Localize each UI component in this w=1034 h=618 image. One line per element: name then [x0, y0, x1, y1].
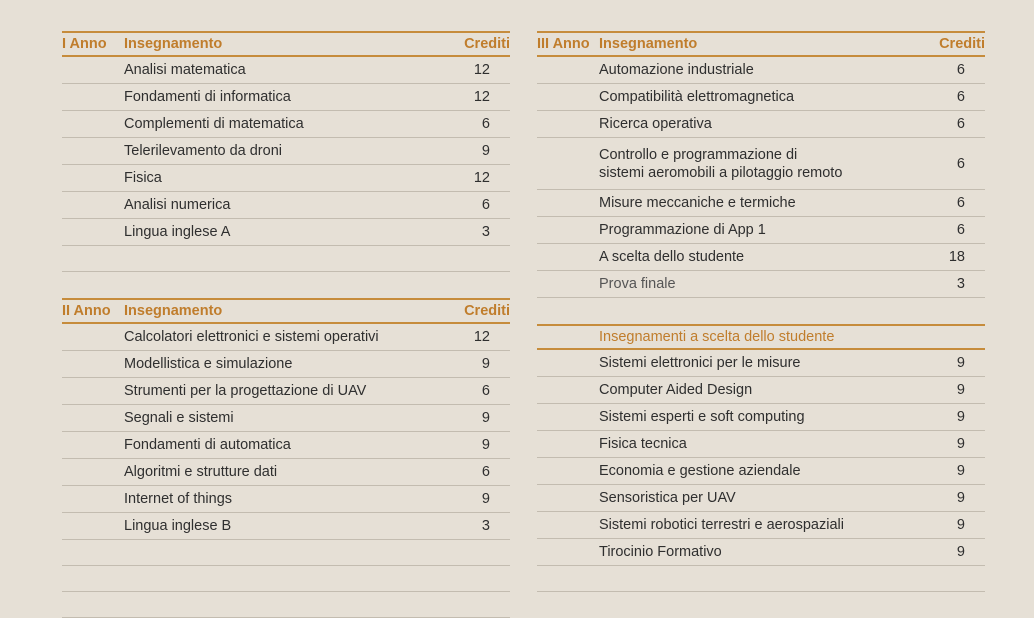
section-spacer [537, 298, 985, 324]
course-credits: 3 [481, 224, 490, 240]
course-credits: 9 [481, 410, 490, 426]
table-row [62, 405, 510, 432]
course-credits: 12 [473, 89, 490, 105]
table-row [537, 138, 985, 190]
empty-row [537, 566, 985, 592]
course-credits: 6 [956, 222, 965, 238]
empty-row [62, 566, 510, 592]
course-credits: 9 [956, 409, 965, 425]
table-row [537, 377, 985, 404]
year2-credits-header: Crediti [464, 303, 510, 319]
table-row [537, 57, 985, 84]
course-name: Lingua inglese A [124, 224, 231, 240]
table-row [62, 219, 510, 246]
table-row [62, 84, 510, 111]
course-credits: 9 [956, 544, 965, 560]
course-credits: 6 [481, 197, 490, 213]
course-name: Programmazione di App 1 [599, 222, 766, 238]
course-credits: 9 [481, 356, 490, 372]
course-credits: 9 [956, 382, 965, 398]
course-name: Calcolatori elettronici e sistemi operativi [124, 329, 379, 345]
course-name: Tirocinio Formativo [599, 544, 722, 560]
table-row [537, 84, 985, 111]
course-name: Analisi matematica [124, 62, 246, 78]
course-credits: 3 [956, 276, 965, 292]
table-row [62, 513, 510, 540]
course-credits: 6 [481, 464, 490, 480]
course-credits: 6 [481, 383, 490, 399]
course-name: Segnali e sistemi [124, 410, 234, 426]
course-credits: 12 [473, 62, 490, 78]
year1-header [62, 31, 510, 57]
course-name: Complementi di matematica [124, 116, 304, 132]
table-row [537, 350, 985, 377]
course-name: Prova finale [599, 276, 676, 292]
course-name: Internet of things [124, 491, 233, 507]
year1-credits-header: Crediti [464, 36, 510, 52]
course-name: Telerilevamento da droni [124, 143, 282, 159]
course-name: Modellistica e simulazione [124, 356, 293, 372]
course-credits: 9 [956, 490, 965, 506]
year2-label: II Anno [62, 303, 111, 319]
table-row [62, 138, 510, 165]
table-row [537, 485, 985, 512]
course-credits: 6 [956, 62, 965, 78]
year3-subject-header: Insegnamento [599, 36, 698, 52]
course-name: Fondamenti di automatica [124, 437, 291, 453]
course-name: Fondamenti di informatica [124, 89, 291, 105]
year1-label: I Anno [62, 36, 107, 52]
course-name: A scelta dello studente [599, 249, 745, 265]
table-row [62, 486, 510, 513]
electives-header [537, 324, 985, 350]
table-row [537, 512, 985, 539]
course-name: Analisi numerica [124, 197, 231, 213]
table-row [537, 217, 985, 244]
course-name: Sensoristica per UAV [599, 490, 736, 506]
course-credits: 18 [948, 249, 965, 265]
year1-subject-header: Insegnamento [124, 36, 223, 52]
year2-subject-header: Insegnamento [124, 303, 223, 319]
year3-header [537, 31, 985, 57]
year3-table [537, 57, 985, 298]
table-row [537, 244, 985, 271]
electives-title: Insegnamenti a scelta dello studente [599, 329, 835, 345]
table-row [62, 192, 510, 219]
table-row [62, 351, 510, 378]
course-credits: 6 [956, 195, 965, 211]
course-name: Controllo e programmazione di sistemi aeromobili a pilotaggio remoto [599, 146, 843, 181]
table-row [62, 111, 510, 138]
course-name: Sistemi robotici terrestri e aerospaziali [599, 517, 844, 533]
table-row [537, 271, 985, 298]
course-credits: 9 [481, 143, 490, 159]
year2-table [62, 324, 510, 618]
right-column [537, 31, 985, 592]
table-row [537, 539, 985, 566]
table-row [62, 378, 510, 405]
course-credits: 12 [473, 170, 490, 186]
table-row [62, 57, 510, 84]
course-name: Automazione industriale [599, 62, 754, 78]
course-name: Algoritmi e strutture dati [124, 464, 278, 480]
course-credits: 9 [956, 517, 965, 533]
table-row [62, 324, 510, 351]
course-name: Fisica tecnica [599, 436, 687, 452]
course-name: Strumenti per la progettazione di UAV [124, 383, 367, 399]
course-credits: 6 [956, 155, 965, 172]
course-credits: 3 [481, 518, 490, 534]
left-column [62, 31, 510, 618]
course-credits: 12 [473, 329, 490, 345]
course-credits: 9 [481, 437, 490, 453]
course-credits: 9 [481, 491, 490, 507]
table-row [537, 431, 985, 458]
year3-credits-header: Crediti [939, 36, 985, 52]
course-name: Lingua inglese B [124, 518, 232, 534]
empty-row [62, 540, 510, 566]
table-row [62, 165, 510, 192]
year3-label: III Anno [537, 36, 590, 52]
table-row [537, 190, 985, 217]
table-row [62, 459, 510, 486]
course-credits: 6 [956, 89, 965, 105]
course-credits: 6 [481, 116, 490, 132]
course-name: Sistemi esperti e soft computing [599, 409, 805, 425]
course-name: Computer Aided Design [599, 382, 753, 398]
course-credits: 6 [956, 116, 965, 132]
course-credits: 9 [956, 355, 965, 371]
course-credits: 9 [956, 463, 965, 479]
course-name: Economia e gestione aziendale [599, 463, 801, 479]
course-name: Misure meccaniche e termiche [599, 195, 796, 211]
course-name: Compatibilità elettromagnetica [599, 89, 795, 105]
table-row [537, 404, 985, 431]
course-name: Sistemi elettronici per le misure [599, 355, 801, 371]
year2-header [62, 298, 510, 324]
section-spacer [62, 272, 510, 298]
course-name: Ricerca operativa [599, 116, 712, 132]
electives-table [537, 350, 985, 592]
course-credits: 9 [956, 436, 965, 452]
empty-row [62, 592, 510, 618]
table-row [537, 458, 985, 485]
empty-row [62, 246, 510, 272]
table-row [537, 111, 985, 138]
course-name: Fisica [124, 170, 162, 186]
table-row [62, 432, 510, 459]
year1-table [62, 57, 510, 272]
